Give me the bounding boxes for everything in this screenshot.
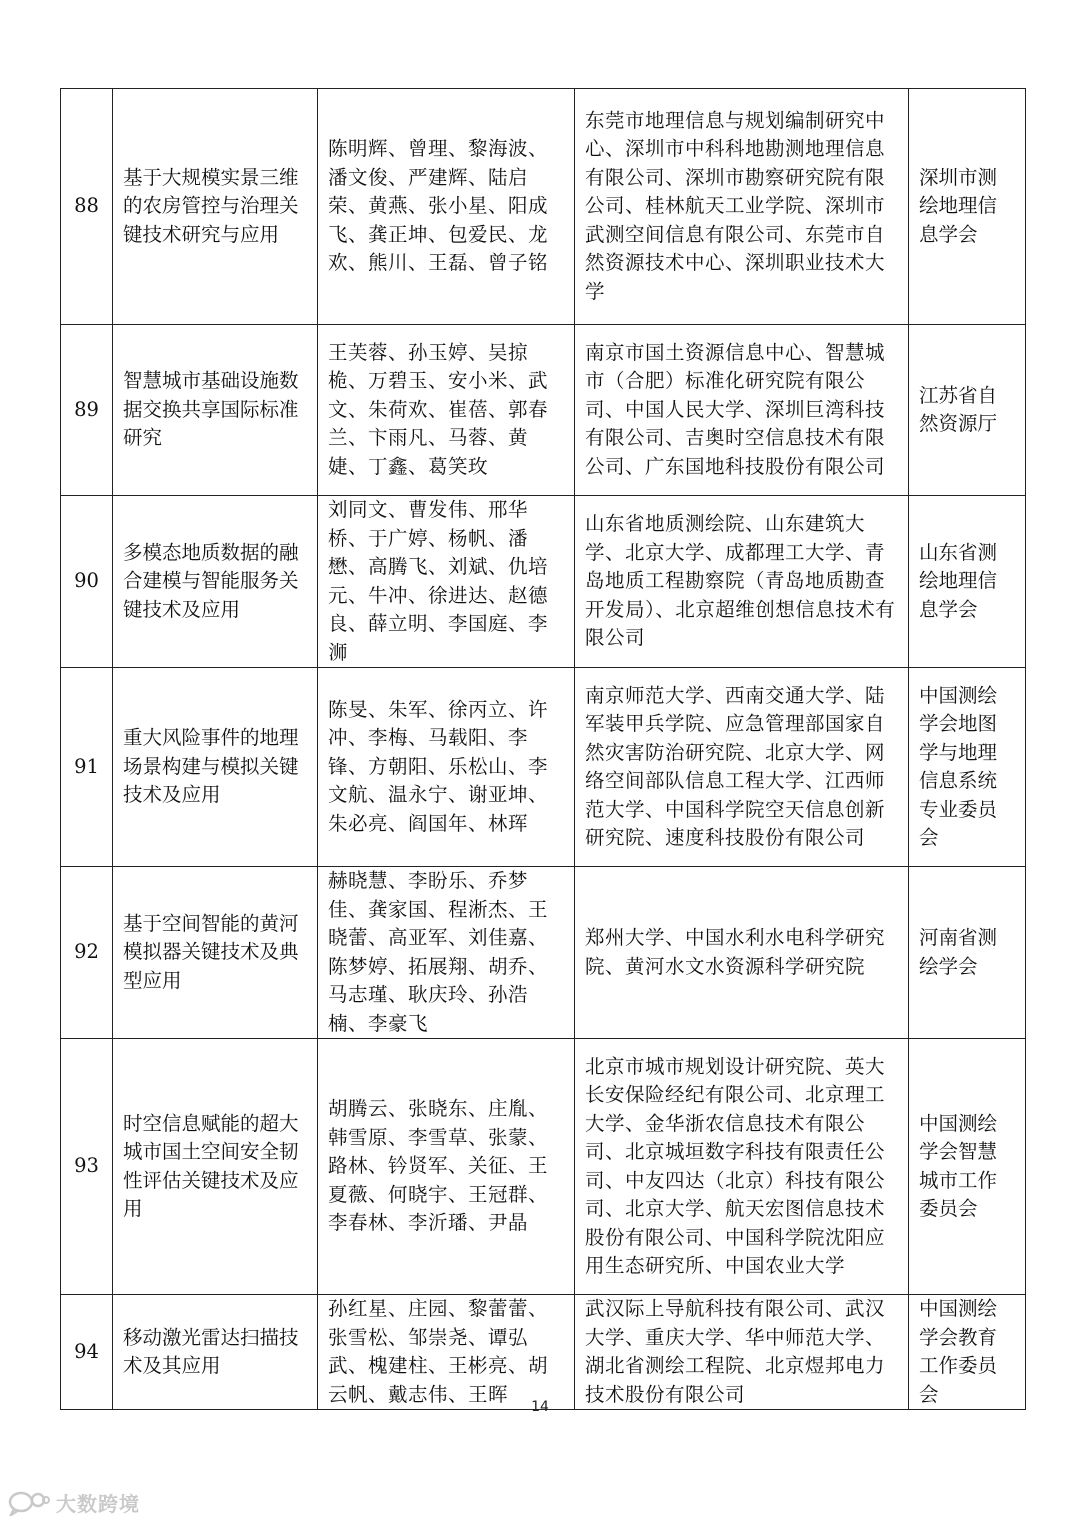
table-row (61, 867, 1026, 1039)
project-name: 基于大规模实景三维的农房管控与治理关键技术研究与应用 (113, 89, 318, 325)
nominator: 中国测绘学会教育工作委员会 (909, 1295, 1026, 1410)
project-name: 智慧城市基础设施数据交换共享国际标准研究 (113, 325, 318, 496)
contributors: 孙红星、庄园、黎蕾蕾、张雪松、邹崇尧、谭弘武、槐建柱、王彬亮、胡云帆、戴志伟、王晖 (318, 1295, 575, 1410)
chat-bubble-logo-icon (8, 1490, 50, 1516)
row-number: 90 (61, 496, 113, 668)
project-name: 多模态地质数据的融合建模与智能服务关键技术及应用 (113, 496, 318, 668)
completing-units: 北京市城市规划设计研究院、英大长安保险经纪有限公司、北京理工大学、金华浙农信息技术有限公司、北京城垣数字科技有限责任公司、中友四达（北京）科技有限公司、北京大学、航天宏图信息技术股份有限公司、中国科学院沈阳应用生态研究所、中国农业大学 (575, 1039, 909, 1295)
nominator: 河南省测绘学会 (909, 867, 1026, 1039)
watermark-text: 大数跨境 (56, 1492, 140, 1516)
contributors: 胡腾云、张晓东、庄胤、韩雪原、李雪草、张蒙、路林、钤贤军、关征、王夏薇、何晓宇、王冠群、李春林、李沂璠、尹晶 (318, 1039, 575, 1295)
project-name: 基于空间智能的黄河模拟器关键技术及典型应用 (113, 867, 318, 1039)
row-number: 94 (61, 1295, 113, 1410)
contributors: 王芙蓉、孙玉婷、吴掠桅、万碧玉、安小米、武文、朱荷欢、崔蓓、郭春兰、卞雨凡、马蓉、黄婕、丁鑫、葛笑玫 (318, 325, 575, 496)
completing-units: 南京师范大学、西南交通大学、陆军装甲兵学院、应急管理部国家自然灾害防治研究院、北京大学、网络空间部队信息工程大学、江西师范大学、中国科学院空天信息创新研究院、速度科技股份有限公司 (575, 668, 909, 867)
contributors: 刘同文、曹发伟、邢华桥、于广婷、杨帆、潘懋、高腾飞、刘斌、仇培元、牛冲、徐进达、赵德良、薛立明、李国庭、李浉 (318, 496, 575, 668)
table-row (61, 496, 1026, 668)
row-number: 93 (61, 1039, 113, 1295)
row-number: 91 (61, 668, 113, 867)
nominator: 中国测绘学会智慧城市工作委员会 (909, 1039, 1026, 1295)
award-table (60, 88, 1026, 1410)
table-row (61, 89, 1026, 325)
project-name: 时空信息赋能的超大城市国土空间安全韧性评估关键技术及应用 (113, 1039, 318, 1295)
contributors: 陈明辉、曾理、黎海波、潘文俊、严建辉、陆启荣、黄燕、张小星、阳成飞、龚正坤、包爱民、龙欢、熊川、王磊、曾子铭 (318, 89, 575, 325)
completing-units: 武汉际上导航科技有限公司、武汉大学、重庆大学、华中师范大学、湖北省测绘工程院、北京煜邦电力技术股份有限公司 (575, 1295, 909, 1410)
row-number: 88 (61, 89, 113, 325)
contributors: 陈旻、朱军、徐丙立、许冲、李梅、马载阳、李锋、方朝阳、乐松山、李文航、温永宁、谢亚坤、朱必亮、阎国年、林珲 (318, 668, 575, 867)
nominator: 深圳市测绘地理信息学会 (909, 89, 1026, 325)
contributors: 赫晓慧、李盼乐、乔梦佳、龚家国、程淅杰、王晓蕾、高亚军、刘佳嘉、陈梦婷、拓展翔、胡乔、马志瑾、耿庆玲、孙浩楠、李豪飞 (318, 867, 575, 1039)
completing-units: 山东省地质测绘院、山东建筑大学、北京大学、成都理工大学、青岛地质工程勘察院（青岛地质勘查开发局）、北京超维创想信息技术有限公司 (575, 496, 909, 668)
completing-units: 东莞市地理信息与规划编制研究中心、深圳市中科科地勘测地理信息有限公司、深圳市勘察研究院有限公司、桂林航天工业学院、深圳市武测空间信息有限公司、东莞市自然资源技术中心、深圳职业技术大学 (575, 89, 909, 325)
table-row (61, 1039, 1026, 1295)
row-number: 89 (61, 325, 113, 496)
completing-units: 郑州大学、中国水利水电科学研究院、黄河水文水资源科学研究院 (575, 867, 909, 1039)
page-number: 14 (531, 1399, 549, 1415)
completing-units: 南京市国土资源信息中心、智慧城市（合肥）标准化研究院有限公司、中国人民大学、深圳巨湾科技有限公司、吉奥时空信息技术有限公司、广东国地科技股份有限公司 (575, 325, 909, 496)
nominator: 山东省测绘地理信息学会 (909, 496, 1026, 668)
table-row (61, 325, 1026, 496)
row-number: 92 (61, 867, 113, 1039)
table-row (61, 668, 1026, 867)
project-name: 移动激光雷达扫描技术及其应用 (113, 1295, 318, 1410)
nominator: 江苏省自然资源厅 (909, 325, 1026, 496)
table-row (61, 1295, 1026, 1410)
project-name: 重大风险事件的地理场景构建与模拟关键技术及应用 (113, 668, 318, 867)
nominator: 中国测绘学会地图学与地理信息系统专业委员会 (909, 668, 1026, 867)
watermark (8, 1488, 140, 1517)
